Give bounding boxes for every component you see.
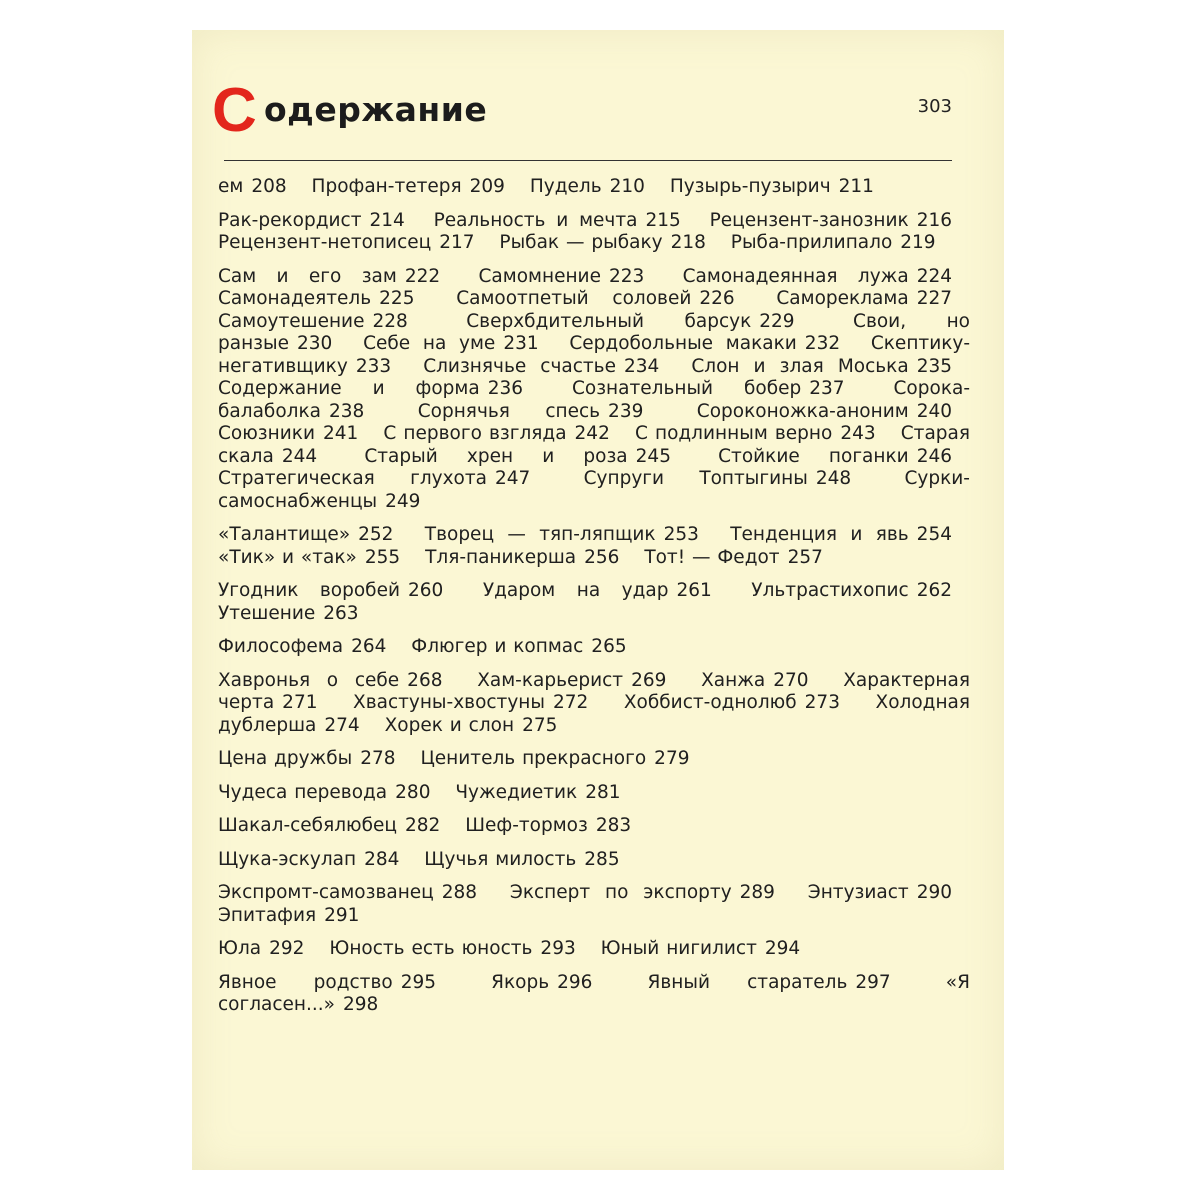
toc-entry <box>455 782 620 803</box>
toc-entry-title: Самореклама <box>776 288 909 309</box>
toc-section <box>218 580 970 625</box>
toc-entry-page-number: 231 <box>503 333 539 354</box>
toc-entry <box>572 378 845 399</box>
toc-entry-page-number: 234 <box>623 355 660 377</box>
toc-entry <box>466 311 794 332</box>
toc-entry-page-number: 274 <box>324 714 360 736</box>
toc-entry-title: Шеф-тормоз <box>465 815 588 836</box>
toc-entry-title: Шакал-себялюбец <box>218 815 398 836</box>
toc-entry-title: Реальность и мечта <box>433 209 638 231</box>
toc-entry <box>218 311 408 332</box>
toc-entry-page-number: 283 <box>595 815 632 836</box>
toc-entry-title: С подлинным верно <box>634 423 833 444</box>
page-title: одержание <box>264 90 488 129</box>
page-number: 303 <box>917 96 952 117</box>
toc-entry <box>751 580 952 601</box>
toc-entry <box>218 378 523 399</box>
toc-entry-page-number: 284 <box>364 848 400 870</box>
toc-entry <box>530 176 645 197</box>
toc-section <box>218 815 970 838</box>
toc-entry-title: Щука-эскулап <box>218 848 357 870</box>
toc-entry-title: Хоббист-однолюб <box>623 692 797 713</box>
toc-entry-page-number: 264 <box>351 636 387 657</box>
toc-entry-title: Хвастуны-хвостуны <box>353 692 545 713</box>
toc-entry <box>218 210 405 231</box>
toc-entry-page-number: 294 <box>764 938 801 959</box>
toc-entry <box>218 288 414 309</box>
toc-entry-title: Рыбак — рыбаку <box>499 232 663 253</box>
toc-entry <box>218 266 440 287</box>
toc-entry-title: Тля-паникерша <box>425 546 577 568</box>
toc-entry-title: Утешение <box>218 602 316 624</box>
toc-entry-title: Рыба-прилипало <box>730 232 893 253</box>
toc-entry <box>218 603 359 624</box>
toc-entry <box>730 524 952 545</box>
toc-entry-title: Сорока-балаболка <box>218 378 970 422</box>
toc-entry <box>385 715 558 736</box>
toc-entry-page-number: 225 <box>379 288 415 309</box>
toc-entry-title: Стойкие поганки <box>718 445 909 467</box>
toc-entry <box>635 423 876 444</box>
toc-entry-page-number: 272 <box>553 692 589 713</box>
toc-entry <box>218 692 970 736</box>
toc-entry <box>218 849 399 870</box>
toc-entry-title: Рак-рекордист <box>218 209 362 231</box>
toc-entry-page-number: 296 <box>557 971 593 993</box>
toc-entry-page-number: 232 <box>804 333 841 354</box>
toc-entry <box>218 423 358 444</box>
toc-entry <box>701 670 808 691</box>
toc-entry <box>364 446 671 467</box>
toc-entry-page-number: 278 <box>360 748 396 769</box>
toc-entry-page-number: 222 <box>404 265 441 287</box>
toc-entry <box>218 972 436 993</box>
toc-entry-page-number: 288 <box>441 882 478 903</box>
toc-entry-title: Чудеса перевода <box>218 781 388 803</box>
toc-entry-page-number: 227 <box>916 288 952 309</box>
toc-entry-title: Тот! — Федот <box>644 546 780 568</box>
toc-entry-title: Юла <box>218 938 262 959</box>
toc-entry-page-number: 280 <box>395 781 431 803</box>
toc-entry-title: Слизнячье счастье <box>423 355 616 377</box>
toc-entry-title: Сверхбдительный барсук <box>466 310 752 332</box>
toc-entry-title: Ударом на удар <box>482 580 669 601</box>
toc-entry-page-number: 242 <box>574 423 610 444</box>
toc-entry-page-number: 256 <box>584 546 620 568</box>
toc-section <box>218 670 970 738</box>
toc-entry-page-number: 215 <box>645 209 681 231</box>
toc-entry-page-number: 295 <box>400 971 436 993</box>
toc-entry <box>218 782 430 803</box>
toc-entry-page-number: 245 <box>635 445 671 467</box>
toc-entry-page-number: 254 <box>916 524 952 545</box>
toc-entry <box>718 446 952 467</box>
toc-entry-page-number: 260 <box>408 580 444 601</box>
toc-entry-page-number: 246 <box>916 445 952 467</box>
toc-section <box>218 210 970 255</box>
toc-entry <box>584 468 852 489</box>
toc-entry-page-number: 290 <box>916 882 952 903</box>
toc-entry-title: Свои, но ранзые <box>218 310 970 354</box>
toc-entry-title: «Талантище» <box>218 524 351 545</box>
toc-entry <box>420 748 689 769</box>
toc-entry <box>218 815 440 836</box>
toc-entry <box>624 692 840 713</box>
toc-entry <box>423 356 659 377</box>
toc-entry <box>776 288 952 309</box>
toc-entry-page-number: 238 <box>328 400 365 422</box>
toc-entry-page-number: 243 <box>840 423 876 444</box>
toc-entry <box>456 288 734 309</box>
toc-entry-page-number: 298 <box>342 994 379 1015</box>
toc-entry-title: Стратегическая глухота <box>218 468 487 489</box>
toc-entry-title: Характерная черта <box>218 669 970 713</box>
toc-entry <box>425 524 699 545</box>
toc-entry-title: Эксперт по экспорту <box>509 882 732 903</box>
toc-entry-title: Рецензент-занозник <box>709 209 909 231</box>
toc-entry-title: Ультрастихопис <box>751 580 909 601</box>
toc-entry-title: Юность есть юность <box>329 938 533 959</box>
toc-section <box>218 882 970 927</box>
toc-entry-page-number: 293 <box>540 938 576 959</box>
toc-entry-page-number: 252 <box>358 524 394 545</box>
toc-entry-title: Тенденция и явь <box>730 524 909 545</box>
toc-section <box>218 849 970 872</box>
toc-entry-page-number: 248 <box>815 468 852 489</box>
toc-entry <box>731 232 936 253</box>
toc-entry-page-number: 218 <box>670 232 706 253</box>
toc-entry-page-number: 224 <box>916 265 952 287</box>
toc-entry-title: «Я согласен...» <box>218 971 970 1015</box>
toc-entry <box>483 580 712 601</box>
toc-entry <box>218 232 475 253</box>
toc-entry-page-number: 253 <box>663 524 699 545</box>
toc-entry <box>424 849 619 870</box>
toc-entry-page-number: 241 <box>322 423 359 444</box>
toc-entry <box>425 547 619 568</box>
toc-entry-title: Сам и его зам <box>218 265 397 287</box>
toc-entry <box>329 938 575 959</box>
toc-entry-page-number: 273 <box>804 692 840 713</box>
toc-entry-page-number: 237 <box>809 378 845 399</box>
toc-entry-title: Цена дружбы <box>218 748 353 769</box>
toc-entry <box>218 468 530 489</box>
toc-entry-title: Якорь <box>491 971 550 993</box>
toc-entry <box>218 580 443 601</box>
toc-entry-title: Флюгер и копмас <box>411 636 584 657</box>
toc-entry <box>465 815 631 836</box>
toc-entry <box>218 547 400 568</box>
toc-entry-page-number: 223 <box>608 265 645 287</box>
toc-entry-title: Хавронья о себе <box>218 669 400 691</box>
toc-entry-page-number: 214 <box>369 209 405 231</box>
toc-entry-title: Явное родство <box>218 971 393 993</box>
toc-entry-title: ем <box>218 176 244 197</box>
toc-entry-title: Слон и злая Моська <box>691 355 909 377</box>
toc-entry <box>510 882 775 903</box>
toc-entry-page-number: 275 <box>522 714 558 736</box>
toc-section <box>218 636 970 659</box>
book-page <box>192 30 1004 1170</box>
toc-entry <box>418 401 644 422</box>
toc-entry-title: Самонадеятель <box>218 288 372 309</box>
toc-entry <box>697 401 952 422</box>
toc-entry-title: Сороконожка-аноним <box>696 400 909 422</box>
toc-entry-title: Чужедиетик <box>455 781 578 803</box>
toc-entry-page-number: 229 <box>759 310 795 332</box>
title-initial-letter: С <box>212 76 257 145</box>
toc-entry <box>499 232 705 253</box>
toc-section <box>218 748 970 771</box>
toc-entry-page-number: 270 <box>773 669 809 691</box>
toc-entry <box>353 692 588 713</box>
toc-section <box>218 972 970 1017</box>
toc-entry-page-number: 265 <box>591 636 627 657</box>
toc-section <box>218 938 970 961</box>
toc-entry-title: Самоотпетый соловей <box>456 288 692 309</box>
toc-entry <box>601 938 801 959</box>
toc-entry-page-number: 239 <box>608 400 644 422</box>
header-divider <box>224 160 952 161</box>
page-header <box>212 76 952 160</box>
toc-entry-title: Содержание и форма <box>218 378 480 399</box>
toc-entry-title: Старый хрен и роза <box>364 445 628 467</box>
toc-entry <box>218 882 477 903</box>
toc-entry-title: Энтузиаст <box>807 882 909 903</box>
toc-entry-page-number: 228 <box>372 310 408 332</box>
toc-entry-page-number: 233 <box>355 355 392 377</box>
toc-entry-page-number: 255 <box>364 546 401 568</box>
toc-entry-page-number: 263 <box>323 602 359 624</box>
toc-entry-page-number: 279 <box>654 748 690 769</box>
toc-entry-page-number: 219 <box>900 232 936 253</box>
toc-entry-title: Хорек и слон <box>384 714 515 736</box>
toc-entry <box>363 333 539 354</box>
toc-entry-title: Самомнение <box>478 265 601 287</box>
toc-entry <box>569 333 840 354</box>
toc-entry-title: Угодник воробей <box>218 580 400 601</box>
toc-entry-page-number: 240 <box>916 400 952 422</box>
toc-entry <box>218 748 396 769</box>
toc-entry-title: Явный старатель <box>647 971 848 993</box>
toc-entry-page-number: 235 <box>916 355 952 377</box>
toc-entry <box>808 882 952 903</box>
table-of-contents <box>218 176 970 1028</box>
toc-entry-page-number: 249 <box>385 490 421 512</box>
toc-entry-page-number: 281 <box>585 781 621 803</box>
toc-entry-title: Сердобольные макаки <box>569 333 797 354</box>
toc-entry-page-number: 209 <box>469 176 505 197</box>
toc-entry <box>683 266 952 287</box>
toc-entry-title: Старая скала <box>218 423 970 467</box>
toc-entry <box>218 636 386 657</box>
toc-entry-page-number: 292 <box>269 938 305 959</box>
toc-entry <box>218 176 287 197</box>
toc-entry-title: Пудель <box>529 176 602 197</box>
toc-entry-page-number: 297 <box>855 971 891 993</box>
toc-entry-title: Философема <box>218 636 344 657</box>
toc-entry-page-number: 230 <box>297 333 333 354</box>
toc-entry <box>648 972 891 993</box>
toc-entry <box>434 210 681 231</box>
toc-section <box>218 524 970 569</box>
toc-entry-title: Эпитафия <box>218 904 317 926</box>
toc-entry-title: Рецензент-нетописец <box>218 232 432 253</box>
toc-section <box>218 782 970 805</box>
toc-entry-page-number: 291 <box>324 904 360 926</box>
toc-entry-title: Сорнячья спесь <box>417 400 601 422</box>
toc-entry-title: Сознательный бобер <box>571 378 802 399</box>
toc-entry-page-number: 216 <box>916 209 952 231</box>
toc-entry-page-number: 244 <box>281 445 318 467</box>
toc-entry-title: Ханжа <box>701 669 766 691</box>
toc-entry-page-number: 236 <box>487 378 524 399</box>
toc-entry-page-number: 247 <box>494 468 531 489</box>
toc-entry-title: Экспромт-самозванец <box>218 882 434 903</box>
toc-entry <box>491 972 592 993</box>
toc-entry-page-number: 217 <box>439 232 475 253</box>
toc-entry <box>218 524 393 545</box>
toc-section <box>218 266 970 514</box>
toc-entry <box>218 905 359 926</box>
toc-entry <box>218 938 304 959</box>
toc-entry-title: Хам-карьерист <box>477 669 624 691</box>
toc-entry-page-number: 261 <box>676 580 712 601</box>
toc-entry-page-number: 285 <box>584 848 620 870</box>
toc-entry-title: Самоутешение <box>218 310 365 332</box>
toc-entry-title: Творец — тяп-ляпщик <box>424 524 656 545</box>
toc-entry <box>670 176 874 197</box>
toc-entry <box>479 266 645 287</box>
toc-entry-page-number: 271 <box>282 692 318 713</box>
toc-entry <box>312 176 505 197</box>
toc-entry <box>644 547 823 568</box>
toc-entry-page-number: 282 <box>405 815 441 836</box>
toc-entry-title: Самонадеянная лужа <box>682 265 909 287</box>
toc-entry-page-number: 211 <box>838 176 874 197</box>
toc-entry-title: Юный нигилист <box>600 938 757 959</box>
toc-entry <box>411 636 626 657</box>
toc-entry-page-number: 208 <box>251 176 287 197</box>
toc-entry <box>477 670 666 691</box>
toc-entry <box>691 356 952 377</box>
toc-entry <box>710 210 952 231</box>
toc-entry-page-number: 257 <box>787 546 823 568</box>
toc-entry-title: Холодная дублерша <box>218 692 971 736</box>
toc-entry-title: Профан-тетеря <box>311 176 462 197</box>
toc-entry <box>383 423 609 444</box>
toc-entry-title: Союзники <box>218 423 315 444</box>
toc-entry-page-number: 226 <box>699 288 735 309</box>
toc-entry-page-number: 210 <box>609 176 645 197</box>
toc-entry-page-number: 262 <box>916 580 952 601</box>
toc-entry-title: Сурки-самоснабженцы <box>218 468 970 512</box>
toc-entry-page-number: 289 <box>739 882 775 903</box>
toc-entry-title: «Тик» и «так» <box>218 546 357 568</box>
toc-entry-page-number: 268 <box>407 669 443 691</box>
toc-entry <box>218 670 442 691</box>
toc-entry-title: Ценитель прекрасного <box>420 748 647 769</box>
toc-entry-title: Супруги Топтыгины <box>583 468 808 489</box>
toc-entry-title: Пузырь-пузырич <box>669 176 831 197</box>
toc-entry-title: Себе на уме <box>363 333 496 354</box>
toc-entry-page-number: 269 <box>631 669 667 691</box>
toc-entry-title: Щучья милость <box>424 848 577 870</box>
toc-entry-title: Скептику-негативщику <box>218 333 971 377</box>
toc-section <box>218 176 970 199</box>
toc-entry-title: С первого взгляда <box>383 423 567 444</box>
